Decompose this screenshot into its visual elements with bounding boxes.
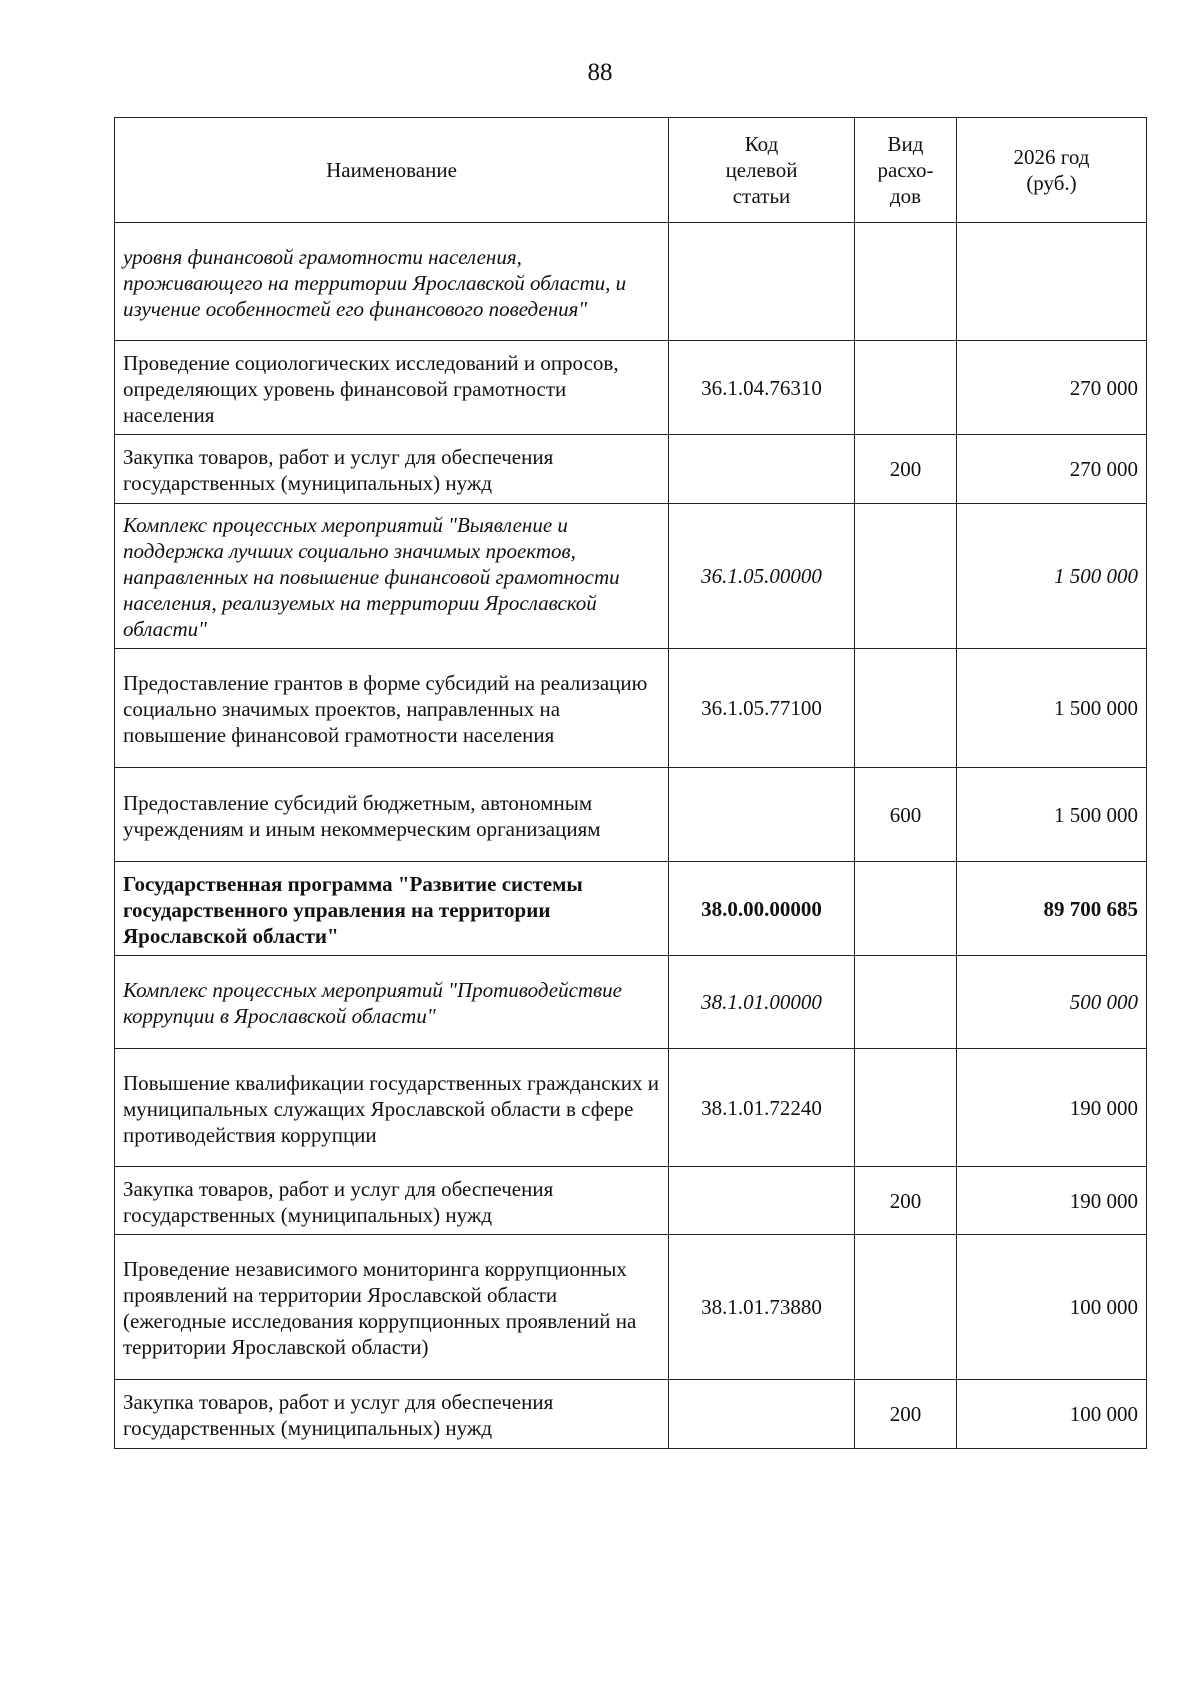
cell-type — [855, 223, 957, 341]
table-row — [115, 1380, 1147, 1449]
table-row — [115, 1235, 1147, 1380]
cell-name: Закупка товаров, работ и услуг для обеспечения государственных (муниципальных) нужд — [115, 1167, 669, 1235]
table-row — [115, 223, 1147, 341]
header-name: Наименование — [115, 118, 669, 223]
cell-code: 38.1.01.72240 — [669, 1049, 855, 1167]
cell-amount: 190 000 — [957, 1167, 1147, 1235]
cell-name: Комплекс процессных мероприятий "Противодействие коррупции в Ярославской области" — [115, 956, 669, 1049]
cell-name: Государственная программа "Развитие системы государственного управления на территории Ярославской области" — [115, 862, 669, 956]
cell-name: уровня финансовой грамотности населения, проживающего на территории Ярославской области, и изучение особенностей его финансового поведения" — [115, 223, 669, 341]
table-row — [115, 956, 1147, 1049]
cell-name: Проведение независимого мониторинга коррупционных проявлений на территории Ярославской области (ежегодные исследования коррупционных проявлений на территории Ярославской области) — [115, 1235, 669, 1380]
cell-code: 36.1.05.77100 — [669, 649, 855, 768]
cell-amount: 100 000 — [957, 1380, 1147, 1449]
cell-amount: 270 000 — [957, 435, 1147, 504]
cell-name: Закупка товаров, работ и услуг для обеспечения государственных (муниципальных) нужд — [115, 1380, 669, 1449]
cell-amount: 1 500 000 — [957, 768, 1147, 862]
cell-code: 38.0.00.00000 — [669, 862, 855, 956]
budget-table — [114, 117, 1147, 1449]
cell-code — [669, 1380, 855, 1449]
cell-type — [855, 1049, 957, 1167]
cell-amount: 270 000 — [957, 341, 1147, 435]
cell-type — [855, 341, 957, 435]
cell-name: Предоставление субсидий бюджетным, автономным учреждениям и иным некоммерческим организациям — [115, 768, 669, 862]
cell-name: Проведение социологических исследований и опросов, определяющих уровень финансовой грамотности населения — [115, 341, 669, 435]
cell-type — [855, 862, 957, 956]
cell-type — [855, 1235, 957, 1380]
cell-amount: 100 000 — [957, 1235, 1147, 1380]
cell-amount: 89 700 685 — [957, 862, 1147, 956]
cell-name: Предоставление грантов в форме субсидий на реализацию социально значимых проектов, направленных на повышение финансовой грамотности населения — [115, 649, 669, 768]
cell-name: Комплекс процессных мероприятий "Выявление и поддержка лучших социально значимых проектов, направленных на повышение финансовой грамотности населения, реализуемых на территории Ярославской области" — [115, 504, 669, 649]
cell-code — [669, 768, 855, 862]
cell-type — [855, 504, 957, 649]
cell-type — [855, 649, 957, 768]
cell-amount: 190 000 — [957, 1049, 1147, 1167]
cell-amount: 1 500 000 — [957, 504, 1147, 649]
cell-code: 38.1.01.00000 — [669, 956, 855, 1049]
table-row — [115, 649, 1147, 768]
cell-code: 36.1.05.00000 — [669, 504, 855, 649]
page-number: 88 — [587, 59, 613, 86]
cell-code: 36.1.04.76310 — [669, 341, 855, 435]
header-type: Вид расхо- дов — [855, 118, 957, 223]
cell-amount: 1 500 000 — [957, 649, 1147, 768]
header-amount: 2026 год (руб.) — [957, 118, 1147, 223]
cell-type: 200 — [855, 435, 957, 504]
table-row — [115, 435, 1147, 504]
table-row — [115, 504, 1147, 649]
table-row — [115, 1167, 1147, 1235]
cell-code — [669, 1167, 855, 1235]
cell-code — [669, 223, 855, 341]
cell-amount: 500 000 — [957, 956, 1147, 1049]
cell-type: 600 — [855, 768, 957, 862]
header-code: Код целевой статьи — [669, 118, 855, 223]
cell-code: 38.1.01.73880 — [669, 1235, 855, 1380]
cell-name: Закупка товаров, работ и услуг для обеспечения государственных (муниципальных) нужд — [115, 435, 669, 504]
table-row — [115, 341, 1147, 435]
cell-code — [669, 435, 855, 504]
table-header-row — [115, 118, 1147, 223]
table-row — [115, 1049, 1147, 1167]
cell-type: 200 — [855, 1167, 957, 1235]
cell-type — [855, 956, 957, 1049]
table-row — [115, 862, 1147, 956]
cell-name: Повышение квалификации государственных гражданских и муниципальных служащих Ярославской области в сфере противодействия коррупции — [115, 1049, 669, 1167]
cell-amount — [957, 223, 1147, 341]
cell-type: 200 — [855, 1380, 957, 1449]
table-row — [115, 768, 1147, 862]
